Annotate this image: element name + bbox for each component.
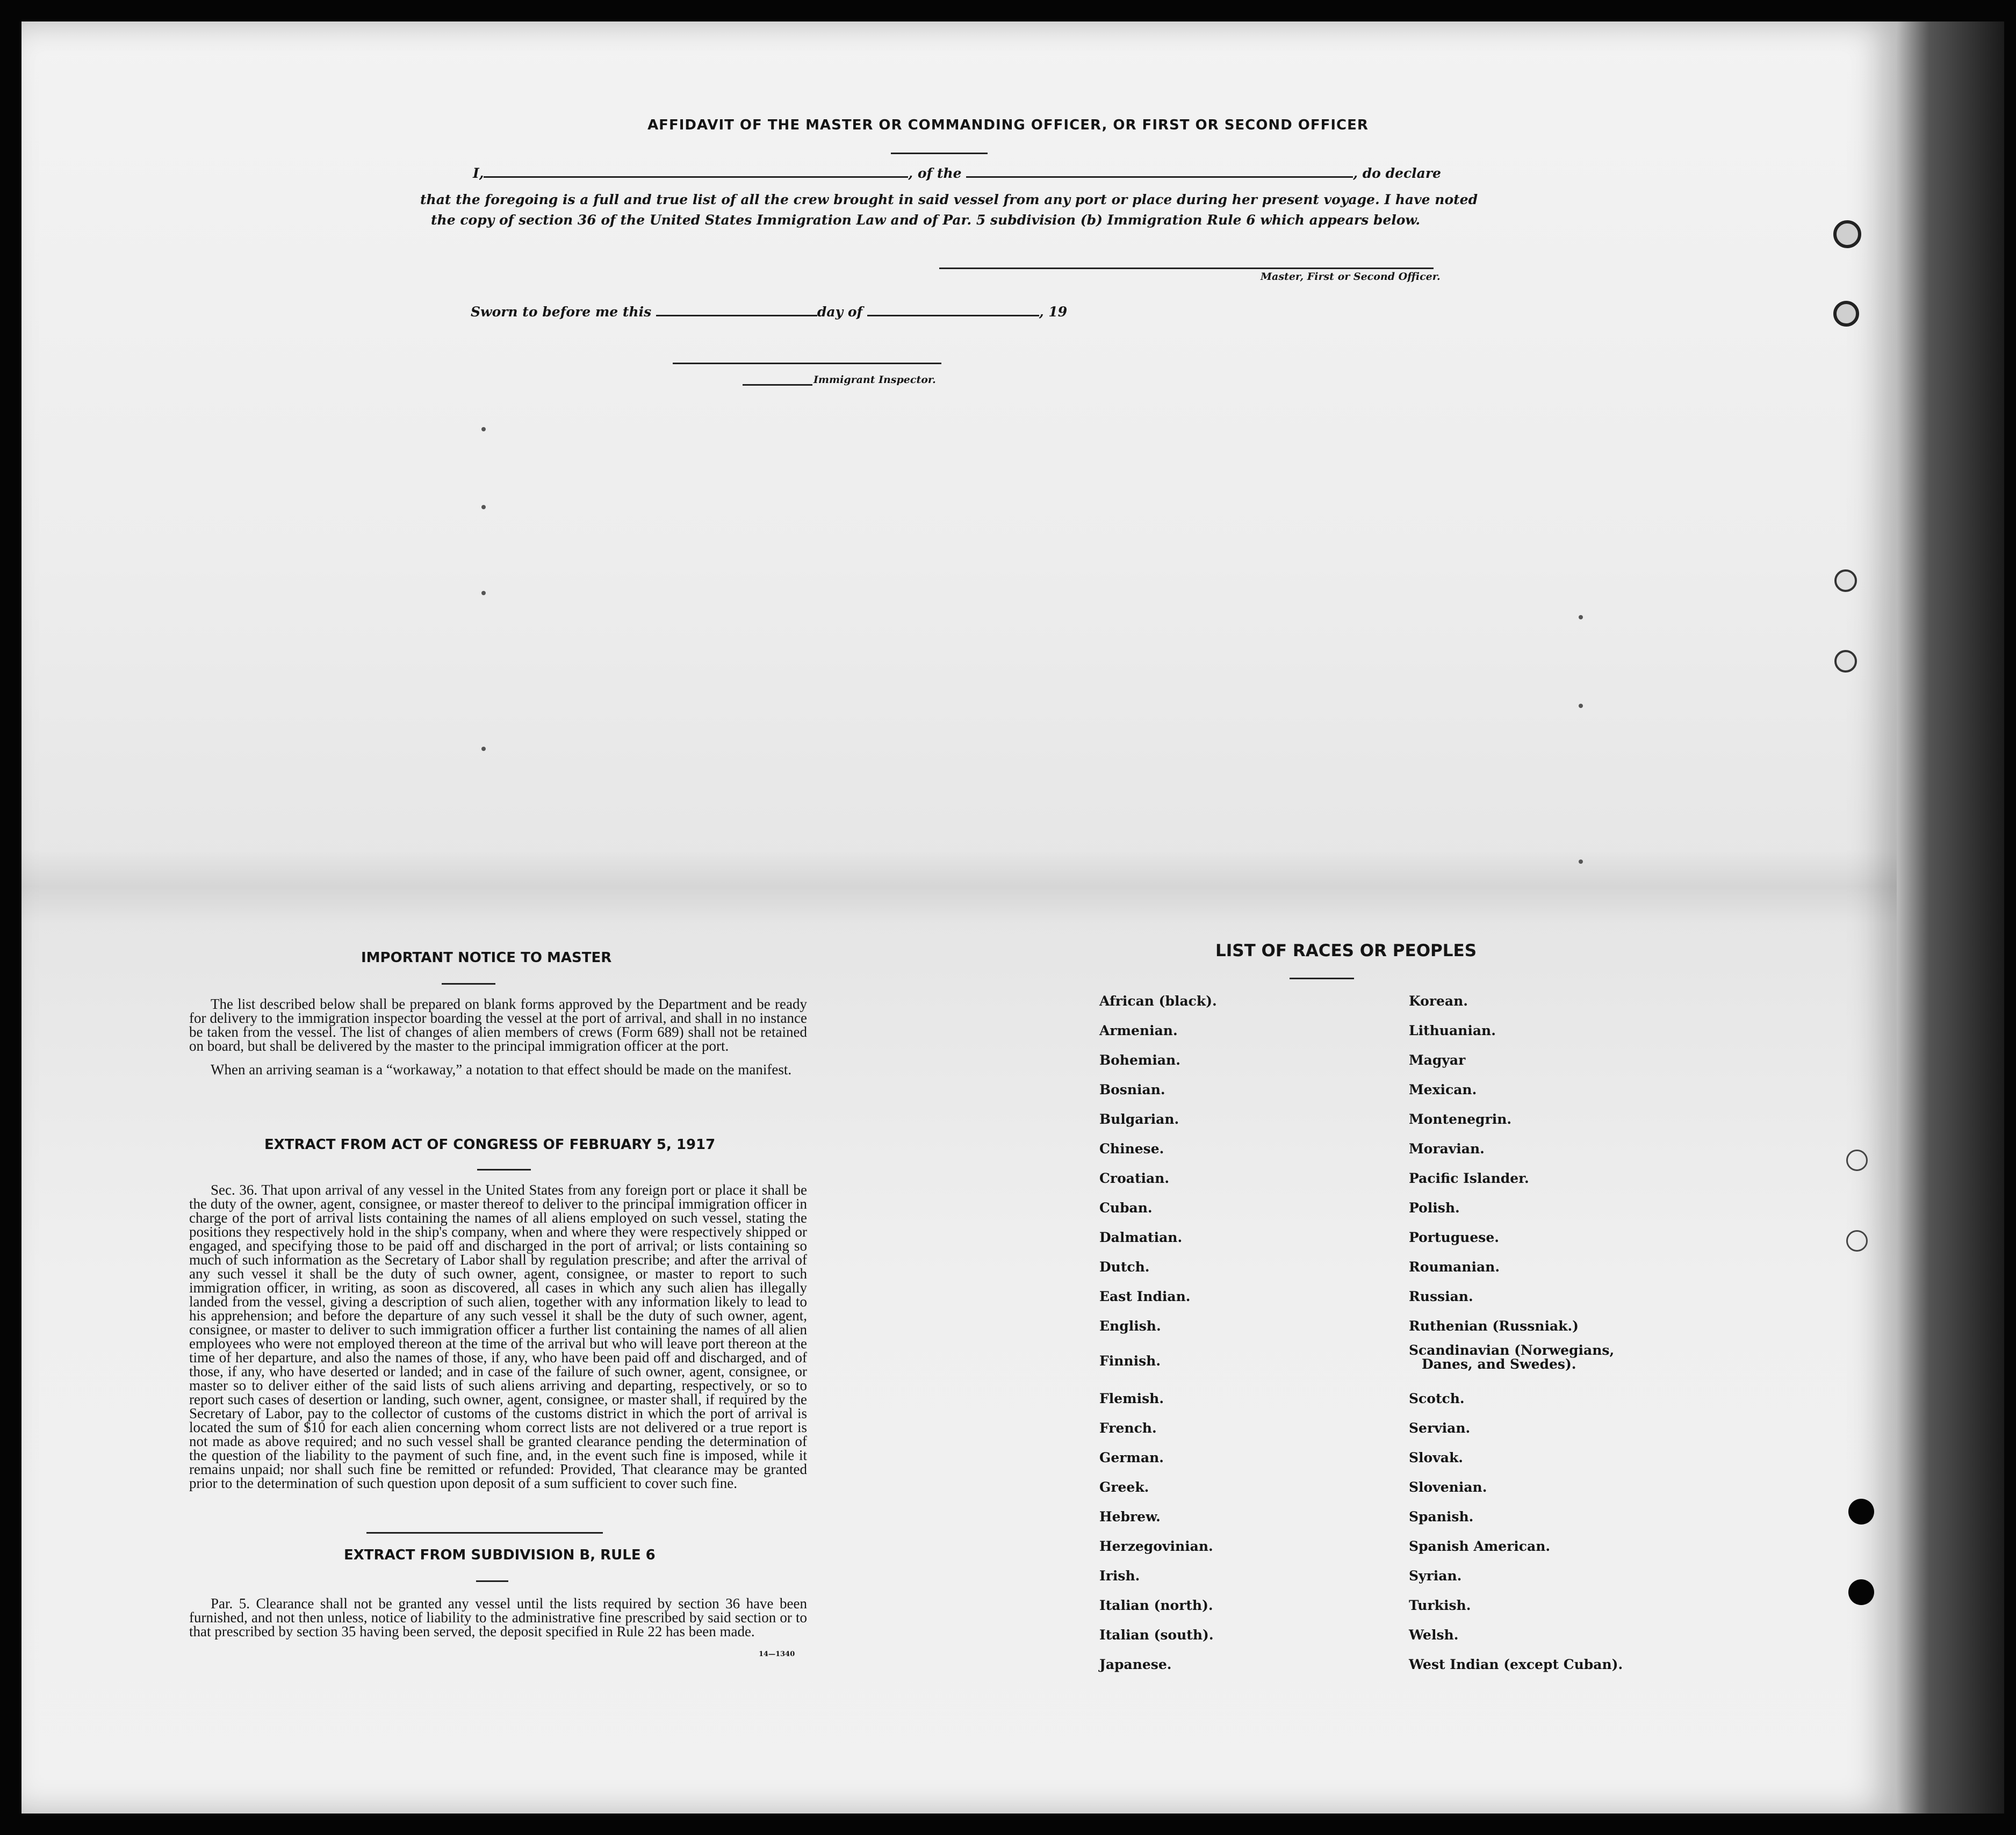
race-item: Cuban.	[1099, 1200, 1153, 1216]
race-item: Hebrew.	[1099, 1509, 1161, 1525]
stray-dot	[1579, 704, 1583, 708]
race-item: Bohemian.	[1099, 1052, 1180, 1068]
race-item: Armenian.	[1099, 1023, 1178, 1038]
notice-body	[189, 997, 807, 1086]
binder-hole	[1848, 1579, 1874, 1605]
race-item: Spanish.	[1409, 1509, 1474, 1525]
race-item: Scandinavian (Norwegians,	[1409, 1342, 1615, 1358]
paper-fold	[21, 849, 1897, 924]
race-item: Dalmatian.	[1099, 1230, 1183, 1245]
race-item: Turkish.	[1409, 1598, 1471, 1613]
race-item: East Indian.	[1099, 1289, 1191, 1304]
race-item: Mexican.	[1409, 1082, 1477, 1097]
stray-dot	[481, 427, 486, 431]
binder-hole	[1834, 569, 1857, 592]
race-item: Bulgarian.	[1099, 1111, 1179, 1127]
race-item: Japanese.	[1099, 1657, 1172, 1672]
race-item: Irish.	[1099, 1568, 1140, 1584]
inspector-label: Immigrant Inspector.	[813, 374, 936, 386]
month-blank[interactable]	[867, 315, 1039, 316]
race-item: Spanish American.	[1409, 1538, 1551, 1554]
act-extract-text: Sec. 36. That upon arrival of any vessel in the United States from any foreign port or place it shall be the duty of the owner, agent, consignee, or master thereof to deliver to the principal immigration officer in charge of the port of arrival lists containing the names of all aliens employed on such vessel, stating the positions they respectively hold in the ship's company, when and where they were respectively shipped or engaged, and specifying those to be paid off and discharged in the port of arrival; or lists containing so much of such information as the Secretary of Labor shall by regulation prescribe; and after the arrival of any such vessel it shall be the duty of such owner, agent, consignee, or master to report to such immigration officer, in writing, as soon as discovered, all cases in which any such alien has illegally landed from the vessel, giving a description of such alien, together with any information likely to lead to his apprehension; and before the departure of any such vessel it shall be the duty of such owner, agent, consignee, or master to deliver to such immigration officer a further list containing the names of all alien employees who were not employed thereon at the time of the arrival but who will leave port thereon at the time of her departure, and also the names of those, if any, who have been paid off and discharged, and of those, if any, who have deserted or landed; and in case of the failure of such owner, agent, consignee, or master so to deliver either of the said lists of such aliens arriving and departing, respectively, or so to report such cases of desertion or landing, such owner, agent, consignee, or master shall, if required by the Secretary of Labor, pay to the collector of customs of the customs district in which the port of arrival is located the sum of $10 for each alien concerning whom correct lists are not delivered or a true report is not made as above required; and no such vessel shall be granted clearance pending the determination of the question of the liability to the payment of such fine, and, in the event such fine is imposed, while it remains unpaid; nor shall such fine be remitted or refunded: Provided, That clearance may be granted prior to the determination of such question upon deposit of a sum sufficient to cover such fine.	[189, 1182, 807, 1491]
stray-dot	[481, 747, 486, 751]
race-item: English.	[1099, 1318, 1161, 1334]
races-rule	[1290, 978, 1354, 979]
stray-dot	[481, 505, 486, 509]
race-item: Servian.	[1409, 1420, 1471, 1436]
day-of-label: day of	[817, 304, 863, 320]
stray-dot	[1579, 859, 1583, 864]
master-signature-line[interactable]	[939, 268, 1434, 269]
master-signature-label: Master, First or Second Officer.	[1261, 271, 1441, 283]
race-item: Montenegrin.	[1409, 1111, 1512, 1127]
race-item: Croatian.	[1099, 1171, 1170, 1186]
race-item: Bosnian.	[1099, 1082, 1165, 1097]
race-item: Welsh.	[1409, 1627, 1459, 1643]
binder-hole	[1846, 1230, 1868, 1252]
race-item: Slovenian.	[1409, 1479, 1487, 1495]
race-item: Roumanian.	[1409, 1259, 1500, 1275]
binder-hole	[1833, 301, 1859, 327]
form-number: 14—1340	[759, 1650, 795, 1658]
race-item: Herzegovinian.	[1099, 1538, 1213, 1554]
of-the-label: , of the	[908, 165, 962, 181]
rule-extract-rule	[476, 1580, 508, 1582]
declaration-text-line2: the copy of section 36 of the United States Immigration Law and of Par. 5 subdivision (b) Immigration Rule 6 which appears below.	[431, 212, 1421, 228]
binder-hole	[1833, 220, 1861, 248]
race-item: Dutch.	[1099, 1259, 1150, 1275]
races-title: LIST OF RACES OR PEOPLES	[1215, 941, 1477, 960]
title-rule	[891, 153, 988, 154]
declaration-line	[473, 165, 1441, 181]
binder-hole	[1848, 1499, 1874, 1525]
race-item: French.	[1099, 1420, 1157, 1436]
name-blank[interactable]	[484, 176, 908, 178]
binder-hole	[1846, 1150, 1868, 1171]
binder-hole	[1834, 650, 1857, 673]
stray-dot	[481, 591, 486, 595]
race-item: Italian (south).	[1099, 1627, 1214, 1643]
race-item: Chinese.	[1099, 1141, 1164, 1157]
act-extract-rule	[477, 1169, 531, 1171]
race-item: Portuguese.	[1409, 1230, 1499, 1245]
do-declare-label: , do declare	[1353, 165, 1441, 181]
notice-title: IMPORTANT NOTICE TO MASTER	[361, 950, 612, 966]
rule-extract-text: Par. 5. Clearance shall not be granted any vessel until the lists required by section 36 have been furnished, and not then unless, notice of liability to the administrative fine prescribed by said section or to that prescribed by section 35 having been served, the deposit specified in Rule 22 has been made.	[189, 1595, 807, 1639]
race-item: Moravian.	[1409, 1141, 1485, 1157]
race-item: West Indian (except Cuban).	[1409, 1657, 1623, 1672]
sheet-shadow-edge	[1897, 21, 2004, 1814]
rule-extract-body	[189, 1596, 807, 1648]
sworn-label: Sworn to before me this	[471, 304, 652, 320]
stray-dot	[1579, 615, 1583, 619]
act-extract-title: EXTRACT FROM ACT OF CONGRESS OF FEBRUARY 5, 1917	[264, 1137, 716, 1153]
race-item: Finnish.	[1099, 1353, 1161, 1369]
race-item: German.	[1099, 1450, 1164, 1465]
act-extract-bottom-rule	[366, 1532, 603, 1534]
race-item: Scotch.	[1409, 1391, 1465, 1406]
notice-rule	[442, 983, 495, 985]
race-item: Korean.	[1409, 993, 1468, 1009]
race-item: Slovak.	[1409, 1450, 1463, 1465]
i-label: I,	[473, 165, 484, 181]
notice-paragraph-2: When an arriving seaman is a “workaway,” a notation to that effect should be made on the manifest.	[211, 1061, 792, 1078]
race-item: Magyar	[1409, 1052, 1466, 1068]
day-blank[interactable]	[656, 315, 817, 316]
race-item: Flemish.	[1099, 1391, 1164, 1406]
sworn-line	[471, 304, 1067, 320]
notice-paragraph-1: The list described below shall be prepared on blank forms approved by the Department and be ready for delivery to the immigration inspector boarding the vessel at the port of arrival, and shall in no instance be taken from the vessel. The list of changes of alien members of crews (Form 689) shall not be retained on board, but shall be delivered by the master to the principal immigration officer at the port.	[189, 996, 807, 1054]
race-item: Russian.	[1409, 1289, 1473, 1304]
act-extract-body	[189, 1183, 807, 1500]
declaration-text-line1: that the foregoing is a full and true list of all the crew brought in said vessel from any port or place during her present voyage. I have noted	[420, 192, 1478, 207]
race-item: Greek.	[1099, 1479, 1149, 1495]
race-item: Pacific Islander.	[1409, 1171, 1529, 1186]
rule-extract-title: EXTRACT FROM SUBDIVISION B, RULE 6	[344, 1547, 656, 1563]
race-item: African (black).	[1099, 993, 1217, 1009]
vessel-blank[interactable]	[966, 176, 1353, 178]
race-item: Syrian.	[1409, 1568, 1462, 1584]
race-item: Lithuanian.	[1409, 1023, 1496, 1038]
race-item: Ruthenian (Russniak.)	[1409, 1318, 1579, 1334]
inspector-signature-line[interactable]	[673, 363, 941, 364]
affidavit-title: AFFIDAVIT OF THE MASTER OR COMMANDING OFFICER, OR FIRST OR SECOND OFFICER	[647, 117, 1369, 133]
inspector-short-rule	[743, 384, 812, 386]
race-item: Italian (north).	[1099, 1598, 1213, 1613]
year-label: , 19	[1039, 304, 1068, 320]
race-item: Polish.	[1409, 1200, 1460, 1216]
race-item-continuation: Danes, and Swedes).	[1422, 1356, 1576, 1372]
